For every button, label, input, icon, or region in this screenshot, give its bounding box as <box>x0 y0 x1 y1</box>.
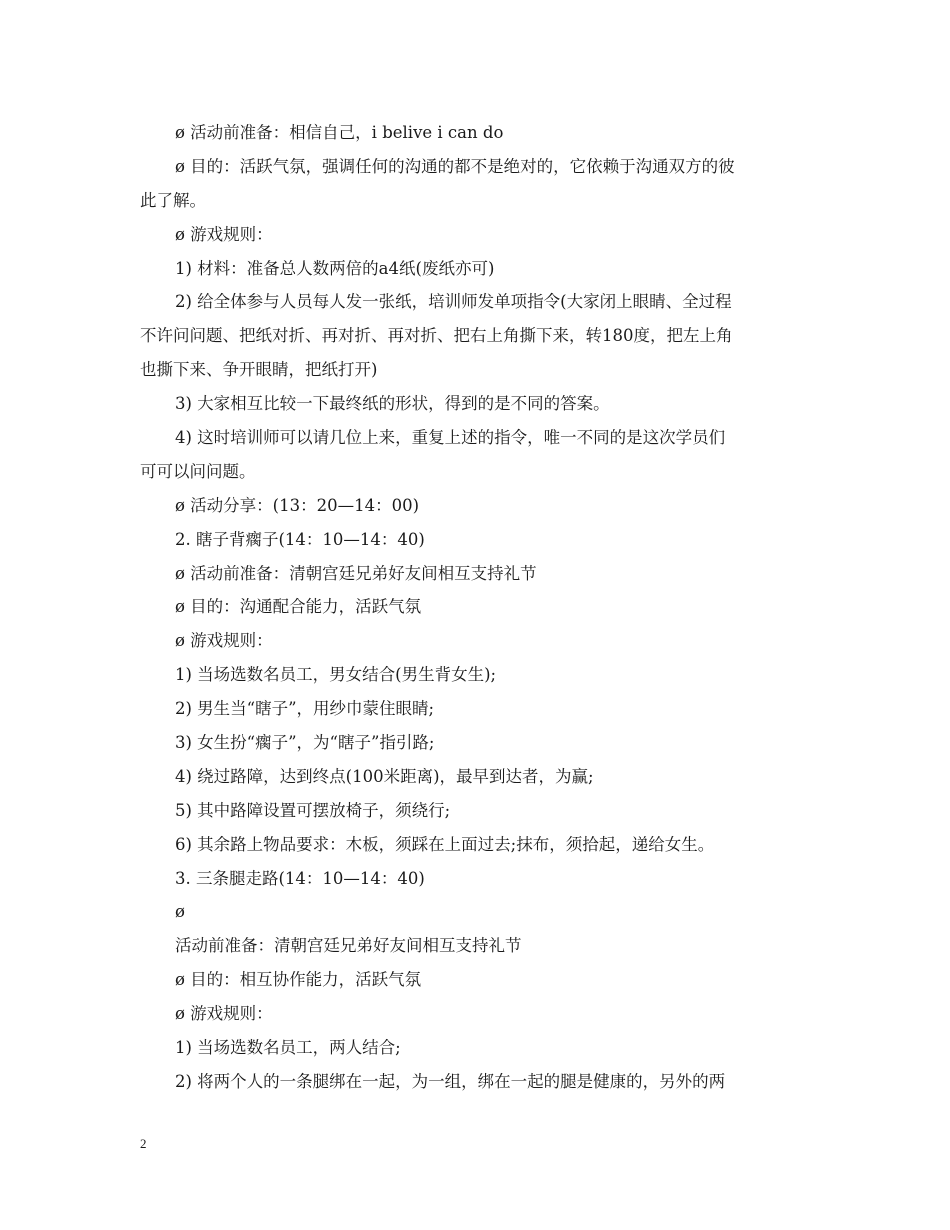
text-line: 2. 瞎子背瘸子(14：10—14：40) <box>175 529 425 549</box>
text-line: ø 游戏规则： <box>175 224 273 244</box>
text-line: 2) 男生当“瞎子”，用纱巾蒙住眼睛; <box>175 699 435 719</box>
text-line: 2) 给全体参与人员每人发一张纸，培训师发单项指令(大家闭上眼睛、全过程 <box>175 292 732 312</box>
text-line: 活动前准备：清朝宫廷兄弟好友间相互支持礼节 <box>175 936 522 956</box>
text-line: 5) 其中路障设置可摆放椅子，须绕行; <box>175 800 451 820</box>
text-line: ø 活动分享：(13：20—14：00) <box>175 495 420 515</box>
text-line: ø 游戏规则： <box>175 1004 273 1024</box>
page-number: 2 <box>140 1136 147 1151</box>
text-line: 2) 将两个人的一条腿绑在一起，为一组，绑在一起的腿是健康的，另外的两 <box>175 1071 726 1091</box>
text-line: ø 游戏规则： <box>175 631 273 651</box>
text-line: 3) 女生扮“瘸子”，为“瞎子”指引路; <box>175 733 435 753</box>
text-line: 3) 大家相互比较一下最终纸的形状，得到的是不同的答案。 <box>175 394 610 414</box>
document-body <box>140 116 815 1099</box>
text-line: 1) 当场选数名员工，两人结合; <box>175 1038 401 1058</box>
text-line: 此了解。 <box>140 190 206 210</box>
text-line: 1) 材料：准备总人数两倍的a4纸(废纸亦可) <box>175 258 495 278</box>
text-line: 6) 其余路上物品要求：木板，须踩在上面过去;抹布，须拾起，递给女生。 <box>175 834 715 854</box>
text-line: ø 活动前准备：相信自己，i belive i can do <box>175 123 504 142</box>
text-line: 可可以问问题。 <box>140 461 256 481</box>
text-line: ø 目的：相互协作能力，活跃气氛 <box>175 970 422 990</box>
text-line: 不许问问题、把纸对折、再对折、再对折、把右上角撕下来，转180度，把左上角 <box>140 326 733 346</box>
text-line: 1) 当场选数名员工，男女结合(男生背女生); <box>175 665 497 685</box>
text-line: 4) 绕过路障，达到终点(100米距离)，最早到达者，为赢; <box>175 766 594 786</box>
text-line: ø 目的：沟通配合能力，活跃气氛 <box>175 597 422 617</box>
text-line: 也撕下来、争开眼睛，把纸打开) <box>140 360 378 380</box>
text-line: ø 目的：活跃气氛，强调任何的沟通的都不是绝对的，它依赖于沟通双方的彼 <box>175 156 735 176</box>
text-line: 4) 这时培训师可以请几位上来，重复上述的指令，唯一不同的是这次学员们 <box>175 428 726 448</box>
text-line: 3. 三条腿走路(14：10—14：40) <box>175 868 425 888</box>
text-line: ø <box>175 902 185 922</box>
text-line: ø 活动前准备：清朝宫廷兄弟好友间相互支持礼节 <box>175 563 537 583</box>
